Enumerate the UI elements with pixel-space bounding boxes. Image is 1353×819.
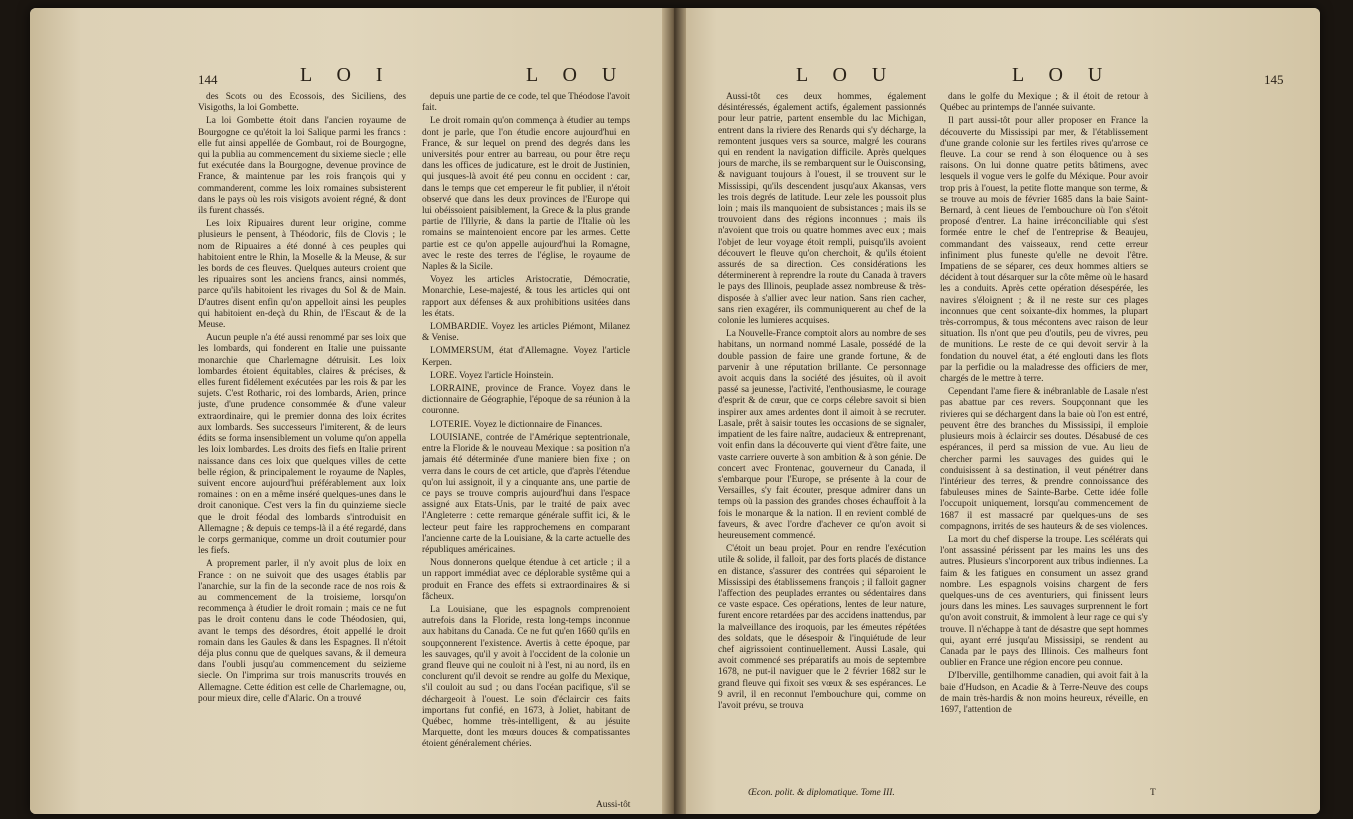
paragraph: Nous donnerons quelque étendue à cet article ; il a un rapport immédiat avec ce déplorable systême qui a produit en France des effets si extraordinaires & si fâcheux. <box>422 558 630 602</box>
paragraph: des Scots ou des Ecossois, des Siciliens, des Visigoths, la loi Gombette. <box>198 92 406 114</box>
paragraph: La Nouvelle-France comptoit alors au nombre de ses habitans, un normand nommé Lasale, possédé de la double passion de faire une grande fortune, & de parvenir à une réputation brillante. Ce personnage avoit acquis dans la société des jésuites, où il avoit passé sa jeunesse, l'activité, l'enthousiasme, le courage d'esprit & de cœur, que ce corps célebre savoit si bien inspirer aux ames ardentes dont il aimoit à se recruter. Lasale, prêt à saisir toutes les occasions de se signaler, impatient de les faire naître, audacieux & entreprenant, voit enfin dans la découverte qui vient d'être faite, une vaste carriere ouverte à son ambition & à son génie. De concert avec Frontenac, gouverneur du Canada, il s'embarque pour l'Europe, se présente à la cour de Versailles, s'y fait écouter, presque admirer dans un temps où la passion des grandes choses échauffoit à la fois le monarque & la nation. Il en revient comblé de faveurs, & avec l'ordre d'achever ce qu'on avoit si heureusement commencé. <box>718 329 926 541</box>
paragraph: La mort du chef disperse la troupe. Les scélérats qui l'ont assassiné périssent par les mains les uns des autres. Plusieurs s'incorporent aux tribus indiennes. La faim & les fatigues en consument un assez grand nombre. Les espagnols voisins chargent de fers quelques-uns de ces aventuriers, qui finissent leurs jours dans les mines. Les sauvages surprennent le fort qu'on avoit construit, & immolent à leur rage ce qui s'y trouve. Il n'échappe à tant de désastre que sept hommes qui, ayant erré jusqu'au Mississipi, se rendent au Canada par le pays des Illinois. Ces malheurs font oublier en France une région encore peu connue. <box>940 534 1148 669</box>
signature-mark: T <box>1150 788 1156 798</box>
paragraph: LOUISIANE, contrée de l'Amérique septentrionale, entre la Floride & le nouveau Mexique : sa position n'a jamais été déterminée d'une maniere bien fixe ; on verra dans le cours de cet article, que d'après l'étendue qu'on lui assignoit, il y a cinquante ans, une partie de ce pays se trouve compris aujourd'hui dans l'espace assigné aux Etats-Unis, par le traité de paix avec l'Angleterre : cette remarque générale suffit ici, & le lecteur peut faire les rapprochemens en comparant l'ancienne carte de la Louisiane, & la carte actuelle des républiques américaines. <box>422 432 630 555</box>
paragraph: LORRAINE, province de France. Voyez dans le dictionnaire de Géographie, l'époque de sa réunion à la couronne. <box>422 384 630 417</box>
running-head-right-2: L O U <box>1012 64 1113 86</box>
right-page <box>678 8 1320 814</box>
paragraph: depuis une partie de ce code, tel que Théodose l'avoit fait. <box>422 92 630 114</box>
paragraph: La Louisiane, que les espagnols comprenoient autrefois dans la Floride, resta long-temps inconnue aux habitans du Canada. Ce ne fut qu'en 1660 qu'ils en soupçonnerent l'existence. Avertis à cette époque, par les sauvages, qu'il y avoit à l'occident de la colonie un grand fleuve qui ne couloit ni à l'est, ni au nord, ils en conclurent qu'il devoit se rendre au golfe du Mexique, s'il couloit au sud ; ou dans l'océan pacifique, s'il se déchargeoit à l'ouest. Le soin d'éclaircir ces faits importans fut confié, en 1673, à Joliet, habitant de Québec, homme très-intelligent, & au jésuite Marquette, dont les mœurs douces & compatissantes étoient généralement chéries. <box>422 604 630 750</box>
paragraph: dans le golfe du Mexique ; & il étoit de retour à Québec au printemps de l'année suivante. <box>940 92 1148 114</box>
left-column-1 <box>198 92 406 802</box>
book-spread <box>30 8 1320 814</box>
paragraph: Le droit romain qu'on commença à étudier au temps dont je parle, que l'on étudie encore aujourd'hui en France, & sur lequel on prend des degrés dans les universités pour entrer au barreau, ou pour être reçu dans les offices de judicature, est le droit de Justinien, qui jusques-là avoit été peu connu en occident : car, dans le temps que cet empereur le fit publier, il n'étoit observé que dans les deux provinces de l'Europe qui lui obéissoient paisiblement, la Grece & la plus grande partie de l'Illyrie, & dans la partie de l'Italie où les romains se maintenoient encore par les armes. Cette partie est ce qu'on appelle aujourd'hui la Romagne, avec le reste des terres de l'église, le royaume de Naples & la Sicile. <box>422 116 630 273</box>
paragraph: La loi Gombette étoit dans l'ancien royaume de Bourgogne ce qu'étoit la loi Salique parmi les francs : elle fut ainsi appellée de Gombaut, roi de Bourgogne, qui la publia au commencement du sixieme siecle ; elle fut exécutée dans la Bourgogne, devenue province de France, & maintenue par les rois françois qui y commanderent, comme les loix romaines subsisterent dans le pays où les rois visigots avoient régné, & dont ils furent chassés. <box>198 116 406 217</box>
page-number-right: 145 <box>1264 72 1284 87</box>
paragraph: LOMBARDIE. Voyez les articles Piémont, Milanez & Venise. <box>422 322 630 344</box>
paragraph: Voyez les articles Aristocratie, Démocratie, Monarchie, Lese-majesté, & tous les articles qui ont rapport aux défenses & aux prohibitions usitées dans les états. <box>422 275 630 319</box>
paragraph: LOTERIE. Voyez le dictionnaire de Finances. <box>430 419 603 430</box>
left-column-2 <box>422 92 630 802</box>
running-head-left-2: L O U <box>526 64 627 86</box>
running-head-left-1: L O I <box>300 64 393 86</box>
page-footer: Œcon. polit. & diplomatique. Tome III. <box>748 788 895 798</box>
paragraph: LOMMERSUM, état d'Allemagne. Voyez l'article Kerpen. <box>422 346 630 368</box>
book-gutter <box>662 8 686 814</box>
paragraph: LORE. Voyez l'article Hoinstein. <box>430 370 554 381</box>
paragraph: A proprement parler, il n'y avoit plus de loix en France : on ne suivoit que des usages établis par l'anarchie, sur la fin de la seconde race de nos rois & au commencement de la troisieme, lorsqu'on recommença à étudier le droit romain ; mais ce ne fut pas le droit contenu dans le code Théodosien, qui, avant le temps des désordres, étoit appellé le droit romain dans les Gaules & dans les Espagnes. Il n'étoit déja plus connu que de quelques savans, & il demeura dans l'oubli jusqu'au commencement du seizieme siecle. On l'imprima sur trois manuscrits trouvés en Allemagne. Cette édition est celle de Charlemagne, ou, pour mieux dire, celle d'Alaric. On a trouvé <box>198 559 406 704</box>
paragraph: Cependant l'ame fiere & inébranlable de Lasale n'est pas abattue par ces revers. Soupçonnant que les rivieres qui se déchargent dans la baie où l'on est entré, peuvent être des branches du Mississipi, il emploie plusieurs mois à éclaircir ses doutes. Désabusé de ces espérances, il perd sa mission de vue. Au lieu de chercher parmi les sauvages des guides qui le conduisissent à sa destination, il veut pénétrer dans l'intérieur des terres, & prendre connoissance des fabuleuses mines de Sainte-Barbe. Cette idée folle l'occupoit uniquement, lorsqu'au commencement de 1687 il est massacré par quelques-uns de ses compagnons, irrités de ses hauteurs & de ses violences. <box>940 387 1148 532</box>
catchword: Aussi-tôt <box>596 800 631 810</box>
paragraph: Les loix Ripuaires durent leur origine, comme plusieurs le pensent, à Théodoric, fils de Clovis ; le nom de Ripuaires a été donné à ces peuples qui habitoient entre le Rhin, la Moselle & la Meuse, & sur les bords de ces fleuves. Quelques auteurs croient que les ripuaires sont les anciens francs, ainsi nommés, parce qu'ils habitoient les rivages du Sol & de Main. D'autres disent enfin qu'on appelloit ainsi les peuples qui habitoient en-deçà du Rhin, de l'Escaut & de la Meuse. <box>198 219 406 331</box>
paragraph: D'Iberville, gentilhomme canadien, qui avoit fait à la baie d'Hudson, en Acadie & à Terre-Neuve des coups de main très-hardis & non moins heureux, réveille, en 1697, l'attention de <box>940 671 1148 715</box>
paragraph: Aucun peuple n'a été aussi renommé par ses loix que les lombards, qui fonderent en Italie une puissante monarchie que Charlemagne détruisit. Les loix lombardes étoient équitables, claires & précises, & elles furent fidélement exécutées par les rois & par les sujets. C'est Rotharic, roi des lombards, Arien, prince juste, d'une prudence consommée & d'une valeur extraordinaire, qui le premier donna des loix écrites aux lombards. Ses successeurs l'imiterent, & de leurs édits se forma insensiblement un volume qu'on appella les loix lombardes. Les droits des fiefs en Italie prirent naissance dans ces loix que quelques villes de cette belle région, & principalement le royaume de Naples, suivent encore aujourd'hui préférablement aux loix romaines : on en a même inséré quelques-unes dans le droit canonique. C'est vers la fin du quinzieme siecle que le droit féodal des lombards s'introduisit en Allemagne ; & depuis ce temps-là il a été regardé, dans le corps germanique, comme un droit coutumier pour les fiefs. <box>198 333 406 557</box>
right-column-2 <box>940 92 1148 782</box>
page-number-left: 144 <box>198 72 218 87</box>
paragraph: Aussi-tôt ces deux hommes, également désintéressés, également actifs, également passionnés pour leur patrie, partent ensemble du lac Michigan, entrent dans la riviere des Renards qui s'y décharge, la remontent jusques vers sa source, malgré les courans qui en rendent la navigation difficile. Après quelques jours de marche, ils se rembarquent sur le Ouisconsing, & naviguant toujours à l'ouest, il se trouvent sur le Mississipi, qu'ils descendent jusqu'aux Akansas, vers les trois degrés de latitude. Leur zele les poussoit plus loin ; mais ils manquoient de subsistances ; mais ils se trouvoient dans des régions inconnues ; mais ils n'avoient que trois ou quatre hommes avec eux ; mais l'objet de leur voyage étoit rempli, puisqu'ils avoient découvert le fleuve qu'on cherchoit, & qu'ils étoient assurés de sa direction. Ces considérations les déterminerent à reprendre la route du Canada à travers le pays des Illinois, peuplade assez nombreuse & très-disposée à s'allier avec leur nation. Sans rien cacher, sans rien exagérer, ils communiquerent au chef de la colonie les lumieres acquises. <box>718 92 926 327</box>
running-head-right-1: L O U <box>796 64 897 86</box>
paragraph: C'étoit un beau projet. Pour en rendre l'exécution utile & solide, il falloit, par des forts placés de distance en distance, s'assurer des contrées qui séparoient le Mississipi des établissemens françois ; il falloit gagner l'affection des peuplades errantes ou sédentaires dans ce vaste espace. Ces opérations, lentes de leur nature, furent encore retardées par des accidens inattendus, par la malveillance des iroquois, par les émeutes répétées des soldats, que le désespoir & l'inquiétude de leur chef aigrissoient continuellement. Aussi Lasale, qui avoit commencé ses préparatifs au mois de septembre 1678, ne put-il naviguer que le 2 février 1682 sur le grand fleuve qui fixoit ses vœux & ses espérances. Le 9 avril, il en reconnut l'embouchure qui, comme on l'avoit prévu, se trouva <box>718 544 926 711</box>
right-column-1 <box>718 92 926 782</box>
left-page <box>30 8 670 814</box>
paragraph: Il part aussi-tôt pour aller proposer en France la découverte du Mississipi par mer, & l'établissement d'une grande colonie sur les fertiles rives qu'arrose ce fleuve. La cour se rend à son éloquence ou à ses raisons. On lui donne quatre petits bâtimens, avec lesquels il vogue vers le golfe du Méxique. Pour avoir trop pris à l'ouest, la petite flotte manque son terme, & se trouve au mois de février 1685 dans la baie Saint-Bernard, à cent lieues de l'embouchure où l'on s'étoit proposé d'entrer. La haine irréconciliable qui s'est formée entre le chef de l'entreprise & Beaujeu, commandant des vaisseaux, rend cette erreur infiniment plus funeste qu'elle ne devoit l'être. Impatiens de se séparer, ces deux hommes altiers se décident à tout désarquer sur la côte même où le hasard les a conduits. Après cette opération désespérée, les navires s'éloignent ; & il ne reste sur ces plages inconnues que cent soixante-dix hommes, la plupart très-corrompus, & tous mécontens avec raison de leur situation. Ils n'ont que peu d'outils, peu de vivres, peu de munitions. Le reste de ce qui devoit servir à la fondation du nouvel état, a été englouti dans les flots par la perfidie ou la maladresse des officiers de mer, chargés de le mettre à terre. <box>940 116 1148 385</box>
